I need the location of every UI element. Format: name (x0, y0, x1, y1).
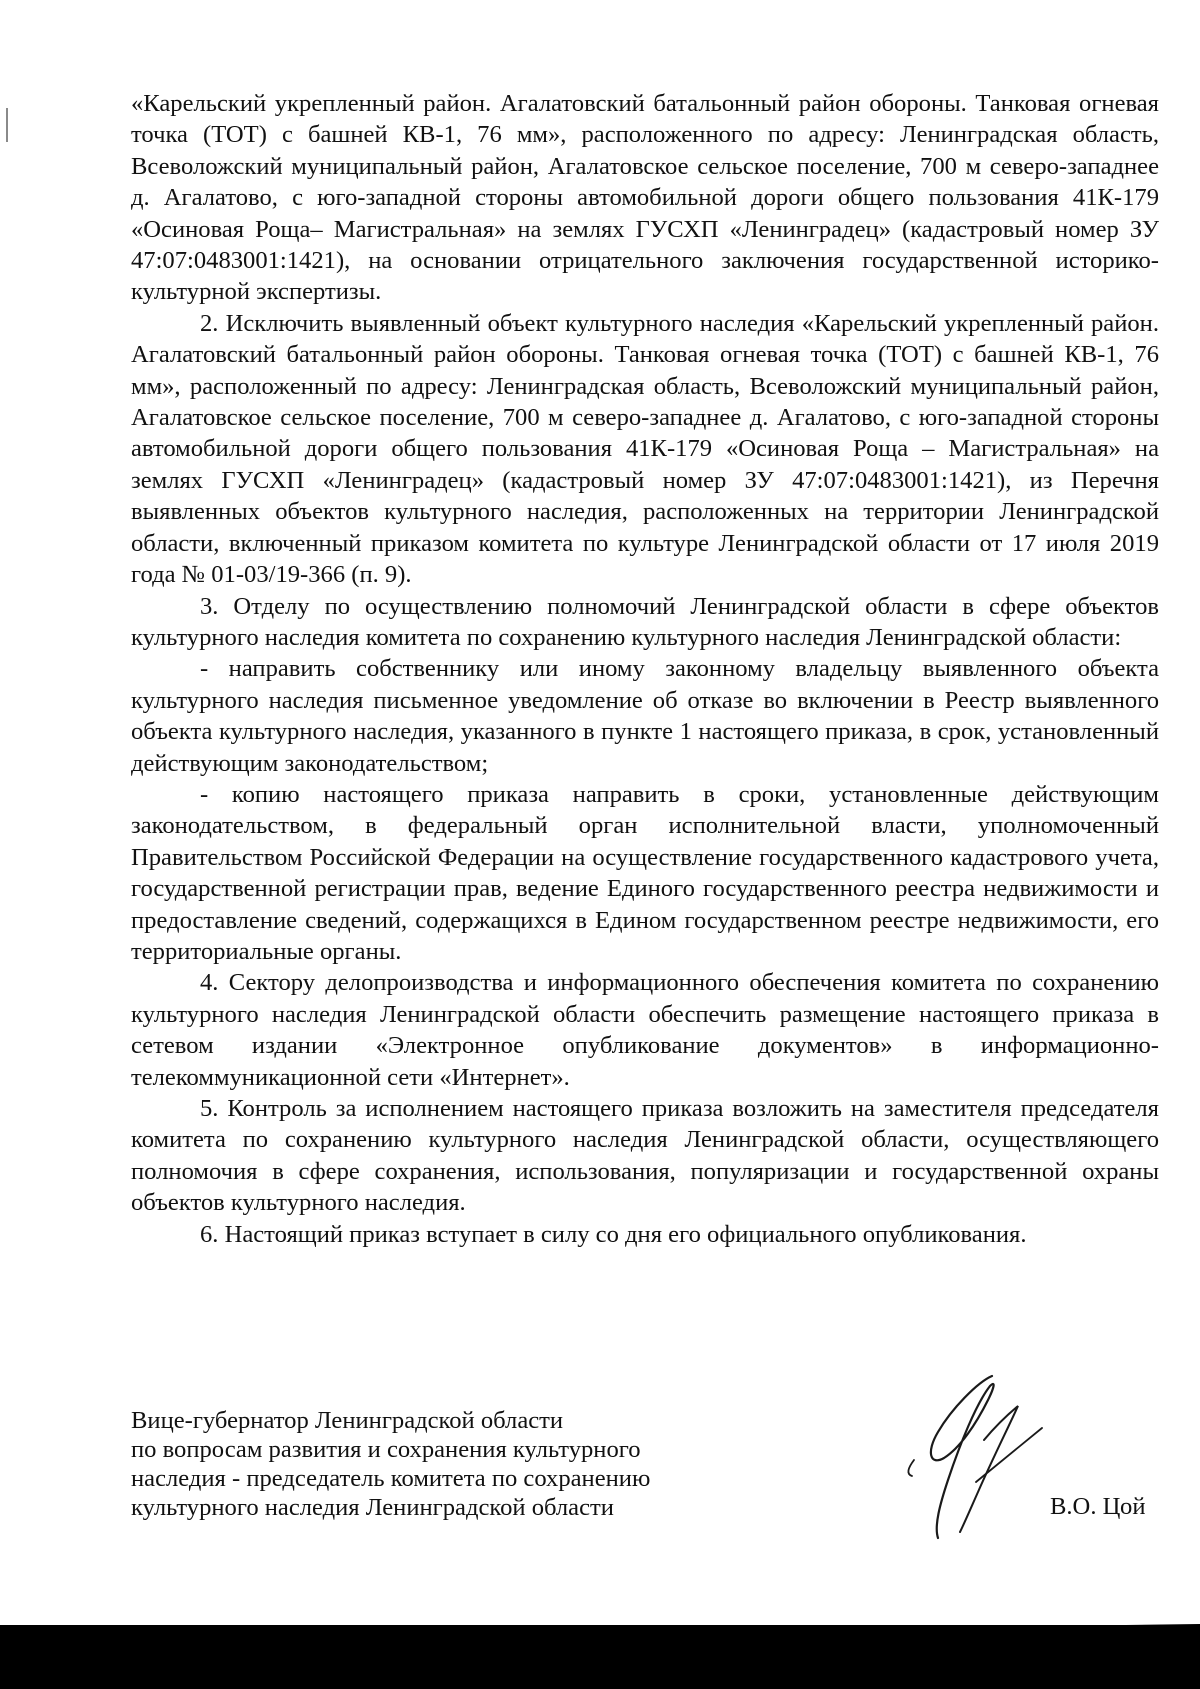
paragraph-5: 5. Контроль за исполнением настоящего приказа возложить на заместителя председателя комитета по сохранению культурного наследия Ленинградской области, осуществляющего полномочия в сфере сохранения, использования, популяризации и государственной охраны объектов культурного наследия. (131, 1095, 1159, 1217)
paragraph-4: 4. Сектору делопроизводства и информационного обеспечения комитета по сохранению культурного наследия Ленинградской области обеспечить размещение настоящего приказа в сетевом издании «Электронное опубликование документов» в информационно-телекоммуникационной сети «Интернет». (131, 969, 1159, 1091)
document-body (131, 88, 1159, 1250)
paragraph-1-continuation: «Карельский укрепленный район. Агалатовский батальонный район обороны. Танковая огневая точка (ТОТ) с башней КВ-1, 76 мм», расположенного по адресу: Ленинградская область, Всеволожский муниципальный район, Агалатовское сельское поселение, 700 м северо-западнее д. Агалатово, с юго-западной стороны автомобильной дороги общего пользования 41К-179 «Осиновая Роща– Магистральная» на землях ГУСХП «Ленинградец» (кадастровый номер ЗУ 47:07:0483001:1421), на основании отрицательного заключения государственной историко-культурной экспертизы. (131, 90, 1159, 306)
paragraph-6: 6. Настоящий приказ вступает в силу со дня его официального опубликования. (200, 1220, 1027, 1248)
signer-position-line: наследия - председатель комитета по сохранению (131, 1465, 651, 1492)
scan-artifact-mark (6, 108, 8, 142)
paragraph-3-item-2: - копию настоящего приказа направить в сроки, установленные действующим законодательством, в федеральный орган исполнительной власти, уполномоченный Правительством Российской Федерации на осуществление государственного кадастрового учета, государственной регистрации прав, ведение Единого государственного реестра недвижимости и предоставление сведений, содержащихся в Едином государственном реестре недвижимости, его территориальные органы. (131, 780, 1159, 965)
signer-position-line: культурного наследия Ленинградской области (131, 1494, 614, 1521)
signer-position-line: Вице-губернатор Ленинградской области (131, 1407, 564, 1434)
signer-position (131, 1406, 751, 1522)
handwritten-signature (880, 1370, 1070, 1550)
signer-position-line: по вопросам развития и сохранения культурного (131, 1436, 641, 1463)
paragraph-2: 2. Исключить выявленный объект культурного наследия «Карельский укрепленный район. Агалатовский батальонный район обороны. Танковая огневая точка (ТОТ) с башней КВ-1, 76 мм», расположенный по адресу: Ленинградская область, Всеволожский муниципальный район, Агалатовское сельское поселение, 700 м северо-западнее д. Агалатово, с юго-западной стороны автомобильной дороги общего пользования 41К-179 «Осиновая Роща – Магистральная» на землях ГУСХП «Ленинградец» (кадастровый номер ЗУ 47:07:0483001:1421), из Перечня выявленных объектов культурного наследия, расположенных на территории Ленинградской области, включенный приказом комитета по культуре Ленинградской области от 17 июля 2019 года № 01-03/19-366 (п. 9). (131, 309, 1159, 589)
paragraph-3-item-1: - направить собственнику или иному законному владельцу выявленного объекта культурного наследия письменное уведомление об отказе во включении в Реестр выявленного объекта культурного наследия, указанного в пункте 1 настоящего приказа, в срок, установленный действующим законодательством; (131, 655, 1159, 777)
scan-bottom-border (0, 1625, 1200, 1689)
paragraph-3: 3. Отделу по осуществлению полномочий Ленинградской области в сфере объектов культурного наследия комитета по сохранению культурного наследия Ленинградской области: (131, 592, 1159, 651)
signer-name: В.О. Цой (1050, 1493, 1146, 1520)
